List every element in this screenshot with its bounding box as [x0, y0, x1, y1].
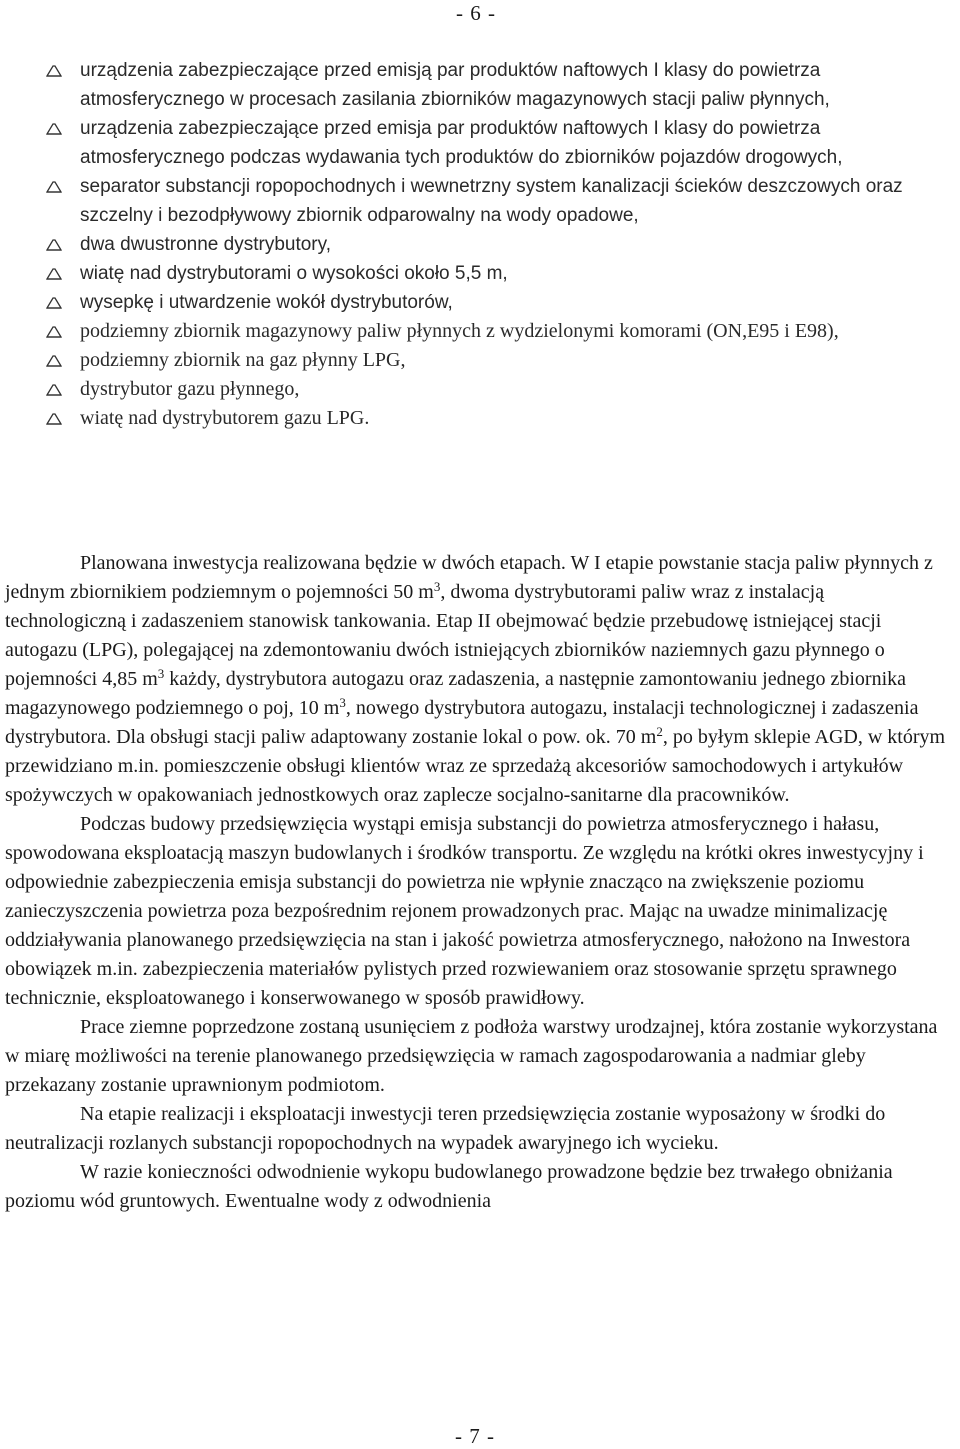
paragraph-neutralization: Na etapie realizacji i eksploatacji inwestycji teren przedsięwzięcia zostanie wyposażony w środki do neutralizacji rozlanych substancji ropopochodnych na wypadek awaryjnego ich wycieku. [5, 1103, 886, 1154]
list-item-text: wysepkę i utwardzenie wokół dystrybutorów, [80, 292, 453, 313]
paragraph-earthworks: Prace ziemne poprzedzone zostaną usunięciem z podłoża warstwy urodzajnej, która zostanie wykorzystana w miarę możliwości na terenie planowanego przedsięwzięcia w ramach zagospodarowania a nadmiar gleby przekazany zostanie uprawnionym podmiotom. [5, 1016, 938, 1096]
list-item-text: wiatę nad dystrybutorem gazu LPG. [80, 407, 370, 429]
list-item-text: dwa dwustronne dystrybutory, [80, 234, 331, 255]
list-item [0, 288, 960, 317]
hat-bullet-icon [46, 238, 62, 252]
hat-bullet-icon [46, 412, 62, 426]
page-number-bottom: - 7 - [455, 1424, 495, 1448]
list-item-text: urządzenia zabezpieczające przed emisją par produktów naftowych I klasy do powietrza atmosferycznego w procesach zasilania zbiorników magazynowych stacji paliw płynnych, [80, 60, 830, 110]
list-item [0, 404, 960, 433]
hat-bullet-icon [46, 383, 62, 397]
list-item-text: podziemny zbiornik magazynowy paliw płynnych z wydzielonymi komorami (ON,E95 i E98), [80, 320, 839, 342]
paragraph-emissions: Podczas budowy przedsięwzięcia wystąpi emisja substancji do powietrza atmosferycznego i hałasu, spowodowana eksploatacją maszyn budowlanych i środków transportu. Ze względu na krótki okres inwestycyjny i odpowiednie zabezpieczenia emisja substancji do powietrza nie wpłynie znacząco na zwiększenie poziomu zanieczyszczenia powietrza poza bezpośrednim rejonem prowadzonych prac. Mając na uwadze minimalizację oddziaływania planowanego przedsięwzięcia na stan i jakość powietrza atmosferycznego, nałożono na Inwestora obowiązek m.in. zabezpieczenia materiałów pylistych przed rozwiewaniem oraz stosowanie sprzętu sprawnego technicznie, eksploatowanego i konserwowanego w sposób prawidłowy. [5, 813, 924, 1009]
list-item-text: dystrybutor gazu płynnego, [80, 378, 300, 400]
list-item [0, 172, 960, 230]
list-item [0, 317, 960, 346]
list-item [0, 56, 960, 114]
hat-bullet-icon [46, 267, 62, 281]
body-text [5, 549, 950, 1216]
hat-bullet-icon [46, 180, 62, 194]
list-item-text: urządzenia zabezpieczające przed emisja par produktów naftowych I klasy do powietrza atmosferycznego podczas wydawania tych produktów do zbiorników pojazdów drogowych, [80, 118, 843, 168]
list-item-text: wiatę nad dystrybutorami o wysokości około 5,5 m, [80, 263, 508, 284]
list-item [0, 346, 960, 375]
paragraph-drainage: W razie konieczności odwodnienie wykopu budowlanego prowadzone będzie bez trwałego obniżania poziomu wód gruntowych. Ewentualne wody z odwodnienia [5, 1161, 893, 1212]
hat-bullet-icon [46, 122, 62, 136]
list-item [0, 375, 960, 404]
list-item [0, 114, 960, 172]
hat-bullet-icon [46, 325, 62, 339]
hat-bullet-icon [46, 296, 62, 310]
page-number-top: - 6 - [456, 1, 496, 25]
paragraph-stages: Planowana inwestycja realizowana będzie w dwóch etapach. W I etapie powstanie stacja paliw płynnych z jednym zbiornikiem podziemnym o pojemności 50 $m^3$, dwoma dystrybutorami paliw wraz z instalacją technologiczną i zadaszeniem stanowisk tankowania. Etap II obejmować będzie przebudowę istniejącej stacji autogazu (LPG), polegającej na zdemontowaniu dwóch istniejących zbiorników naziemnych gazu płynnego o pojemności 4,85 $m^3$ każdy, dystrybutora autogazu oraz zadaszenia, a następnie zamontowaniu jednego zbiornika magazynowego podziemnego o poj, 10 $m^3$, nowego dystrybutora autogazu, instalacji technologicznej i zadaszenia dystrybutora. Dla obsługi stacji paliw adaptowany zostanie lokal o pow. ok. 70 $m^2$, po byłym sklepie AGD, w którym przewidziano m.in. pomieszczenie obsługi klientów wraz ze sprzedażą akcesoriów samochodowych i artykułów spożywczych w opakowaniach jednostkowych oraz zaplecze socjalno-sanitarne dla pracowników. [5, 552, 946, 806]
list-item-text: separator substancji ropopochodnych i wewnetrzny system kanalizacji ścieków deszczowych oraz szczelny i bezodpływowy zbiornik odparowalny na wody opadowe, [80, 176, 903, 226]
hat-bullet-icon [46, 64, 62, 78]
list-item [0, 259, 960, 288]
list-item [0, 230, 960, 259]
hat-bullet-icon [46, 354, 62, 368]
installation-list [0, 56, 960, 433]
list-item-text: podziemny zbiornik na gaz płynny LPG, [80, 349, 406, 371]
